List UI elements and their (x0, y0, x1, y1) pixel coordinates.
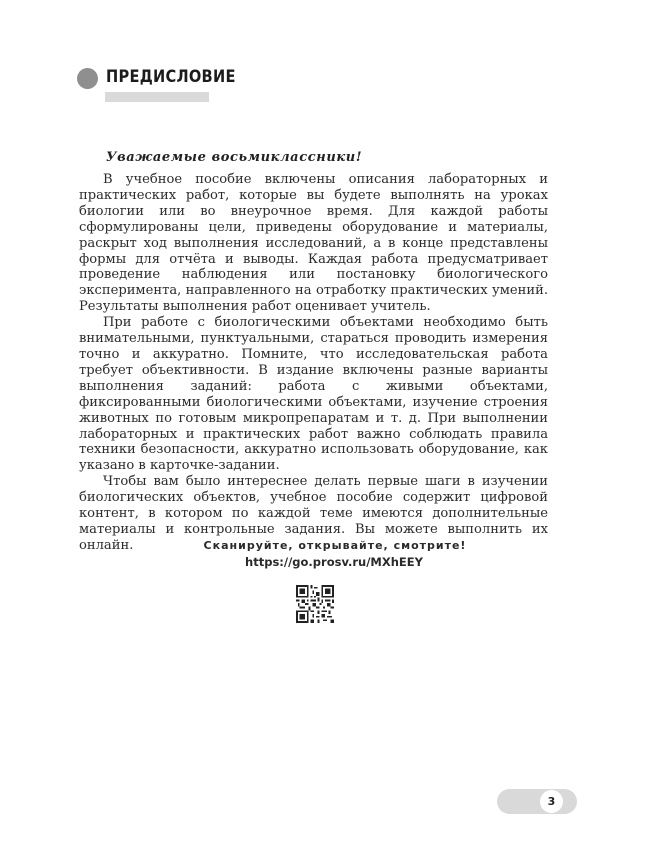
paragraph-3: Чтобы вам было интереснее делать первые шаги в изучении биологических объектов, учебное пособие содержит цифровой контент, в котором по каждой теме имеются дополнительные материалы и контрольные задания. Вы можете выполнить их онлайн. (79, 474, 548, 553)
greeting: Уважаемые восьмиклассники! (106, 150, 363, 165)
preface-body (79, 172, 548, 554)
page-number: 3 (540, 790, 563, 813)
digital-content-promo (0, 537, 650, 571)
promo-link[interactable]: https://go.prosv.ru/MXhEEY (245, 555, 423, 569)
title-underline-bar (105, 92, 209, 102)
promo-call-to-action: Сканируйте, открывайте, смотрите! (203, 539, 467, 552)
section-title: ПРЕДИСЛОВИЕ (106, 67, 236, 87)
page-number-pill (497, 789, 577, 814)
section-bullet-icon (77, 68, 98, 89)
paragraph-2: При работе с биологическими объектами необходимо быть внимательными, пунктуальными, стараться проводить измерения точно и аккуратно. Помните, что исследовательская работа требует объективности. В издание включены разные варианты выполнения заданий: работа с живыми объектами, фиксированными биологическими объектами, изучение строения животных по готовым микропрепаратам и т. д. При выполнении лабораторных и практических работ важно соблюдать правила техники безопасности, аккуратно использовать оборудование, как указано в карточке-задании. (79, 315, 548, 474)
paragraph-1: В учебное пособие включены описания лабораторных и практических работ, которые вы будете выполнять на уроках биологии или во внеурочное время. Для каждой работы сформулированы цели, приведены оборудование и материалы, раскрыт ход выполнения исследований, а в конце представлены формы для отчёта и выводы. Каждая работа предусматривает проведение наблюдения или постановку биологического эксперимента, направленного на отработку практических умений. Результаты выполнения работ оценивает учитель. (79, 172, 548, 315)
qr-code-icon[interactable] (296, 585, 334, 623)
